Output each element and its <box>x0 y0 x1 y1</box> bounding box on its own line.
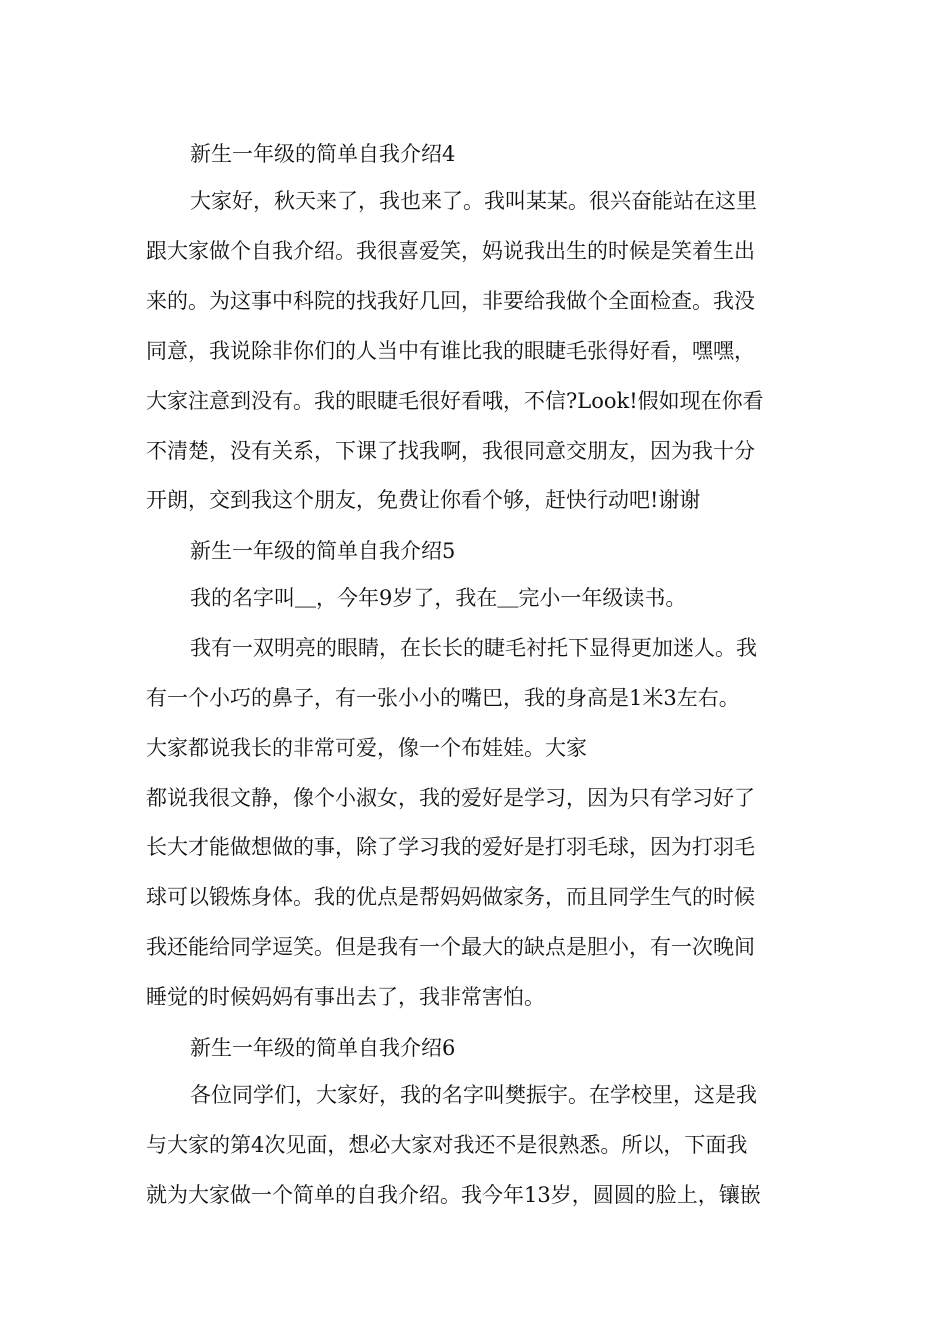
paragraph-line: 我还能给同学逗笑。但是我有一个最大的缺点是胆小，有一次晚间 <box>146 935 755 959</box>
paragraph-line: 跟大家做个自我介绍。我很喜爱笑，妈说我出生的时候是笑着生出 <box>146 239 755 263</box>
section-heading: 新生一年级的简单自我介绍6 <box>190 1036 456 1060</box>
paragraph-line: 开朗，交到我这个朋友，免费让你看个够，赶快行动吧!谢谢 <box>146 488 701 512</box>
paragraph-line: 我有一双明亮的眼睛，在长长的睫毛衬托下显得更加迷人。我 <box>190 636 757 660</box>
section-heading: 新生一年级的简单自我介绍4 <box>190 142 456 166</box>
paragraph-line: 与大家的第4次见面，想必大家对我还不是很熟悉。所以，下面我 <box>146 1133 748 1157</box>
paragraph-line: 大家好，秋天来了，我也来了。我叫某某。很兴奋能站在这里 <box>190 189 757 213</box>
paragraph-line: 不清楚，没有关系，下课了找我啊，我很同意交朋友，因为我十分 <box>146 439 755 463</box>
paragraph-line: 都说我很文静，像个小淑女，我的爱好是学习，因为只有学习好了 <box>146 786 755 810</box>
paragraph-line: 同意，我说除非你们的人当中有谁比我的眼睫毛张得好看，嘿嘿， <box>146 339 755 363</box>
paragraph-line: 长大才能做想做的事，除了学习我的爱好是打羽毛球，因为打羽毛 <box>146 835 755 859</box>
paragraph-line: 各位同学们，大家好，我的名字叫樊振宇。在学校里，这是我 <box>190 1083 757 1107</box>
paragraph-line: 我的名字叫＿，今年9岁了，我在＿完小一年级读书。 <box>190 586 687 610</box>
paragraph-line: 大家注意到没有。我的眼睫毛很好看哦，不信?Look!假如现在你看 <box>146 389 764 413</box>
paragraph-line: 球可以锻炼身体。我的优点是帮妈妈做家务，而且同学生气的时候 <box>146 885 755 909</box>
paragraph-line: 来的。为这事中科院的找我好几回，非要给我做个全面检查。我没 <box>146 289 755 313</box>
section-heading: 新生一年级的简单自我介绍5 <box>190 539 456 563</box>
paragraph-line: 大家都说我长的非常可爱，像一个布娃娃。大家 <box>146 736 587 760</box>
paragraph-line: 睡觉的时候妈妈有事出去了，我非常害怕。 <box>146 985 545 1009</box>
paragraph-line: 有一个小巧的鼻子，有一张小小的嘴巴，我的身高是1米3左右。 <box>146 686 740 710</box>
paragraph-line: 就为大家做一个简单的自我介绍。我今年13岁，圆圆的脸上，镶嵌 <box>146 1183 761 1207</box>
